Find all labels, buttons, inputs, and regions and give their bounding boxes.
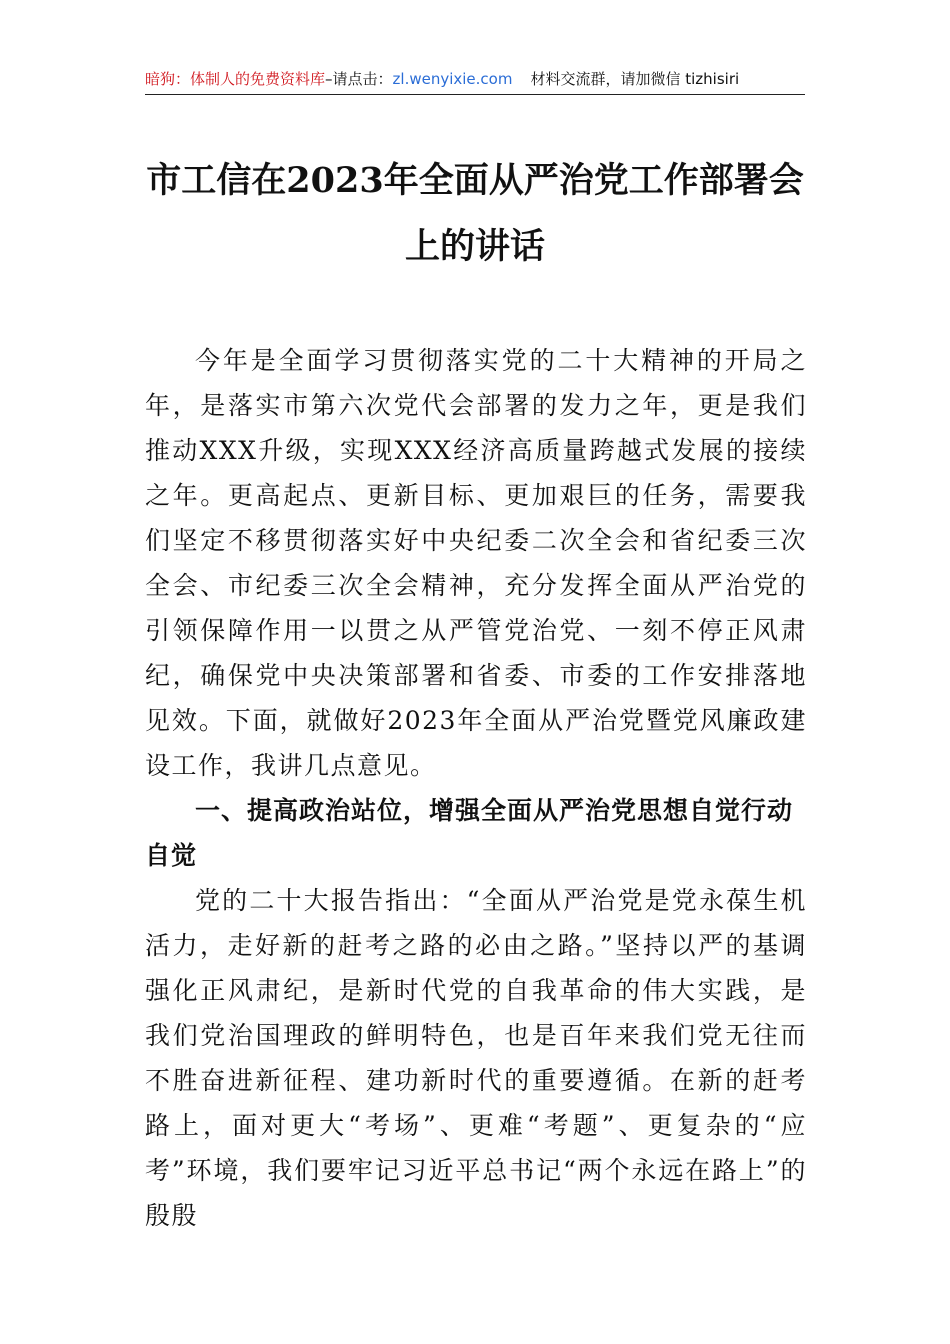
section-heading: 一、提高政治站位，增强全面从严治党思想自觉行动自觉 [145,796,794,870]
intro-paragraph: 今年是全面学习贯彻落实党的二十大精神的开局之年，是落实市第六次党代会部署的发力之年，更是我们推动XXX升级，实现XXX经济高质量跨越式发展的接续之年。更高起点、更新目标、更加艰巨的任务，需要我们坚定不移贯彻落实好中央纪委二次全会和省纪委三次全会、市纪委三次全会精神，充分发挥全面从严治党的引领保障作用一以贯之从严管党治党、一刻不停正风肃纪，确保党中央决策部署和省委、市委的工作安排落地见效。下面，就做好2023年全面从严治党暨党风廉政建设工作，我讲几点意见。 [145,346,807,780]
document-title: 市工信在2023年全面从严治党工作部署会上的讲话 [146,160,804,267]
header-brand: 暗狗：体制人的免费资料库 [145,70,326,88]
header-url-link[interactable]: zl.wenyixie.com [392,70,513,88]
section-paragraph: 党的二十大报告指出：“全面从严治党是党永葆生机活力，走好新的赶考之路的必由之路。”坚持以严的基调强化正风肃纪，是新时代党的自我革命的伟大实践，是我们党治国理政的鲜明特色，也是百年来我们党无往而不胜奋进新征程、建功新时代的重要遵循。在新的赶考路上，面对更大“考场”、更难“考题”、更复杂的“应考”环境，我们要牢记习近平总书记“两个永远在路上”的殷殷 [145,886,807,1230]
header-separator: –请点击： [325,70,393,88]
document-body [145,338,807,1238]
page-header [145,64,805,95]
header-contact: 材料交流群，请加微信 tizhisiri [530,70,740,88]
